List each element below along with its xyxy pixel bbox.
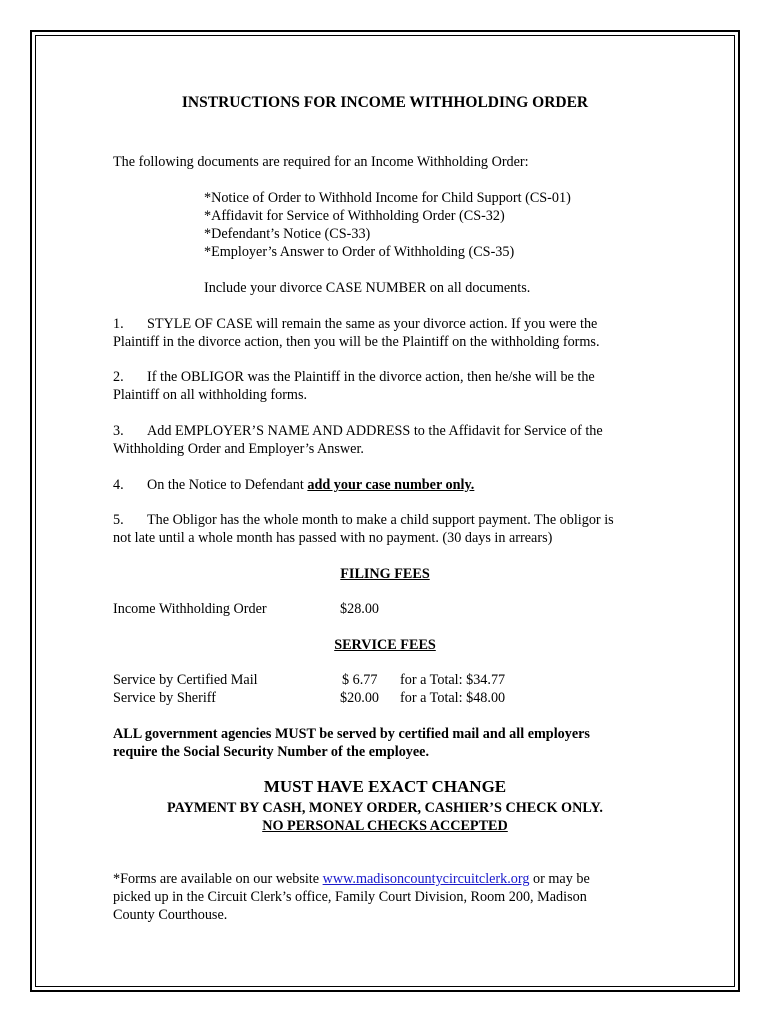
intro-text: The following documents are required for an Income Withholding Order: — [113, 154, 529, 170]
fee-label: Service by Certified Mail — [113, 672, 258, 688]
item-text: Plaintiff in the divorce action, then you will be the Plaintiff on the withholding forms. — [113, 334, 600, 350]
case-number-note: Include your divorce CASE NUMBER on all documents. — [204, 280, 531, 296]
no-checks-notice: NO PERSONAL CHECKS ACCEPTED — [262, 818, 508, 834]
item-text: not late until a whole month has passed with no payment. (30 days in arrears) — [113, 530, 553, 546]
item-text: Withholding Order and Employer’s Answer. — [113, 441, 364, 457]
required-doc: *Affidavit for Service of Withholding Order (CS-32) — [204, 208, 505, 224]
item-text: The Obligor has the whole month to make a child support payment. The obligor is — [147, 512, 614, 528]
document-title: INSTRUCTIONS FOR INCOME WITHHOLDING ORDER — [181, 94, 589, 111]
item-text: Plaintiff on all withholding forms. — [113, 387, 308, 403]
item-number: 1. — [113, 316, 124, 332]
government-note: ALL government agencies MUST be served by certified mail and all employers — [113, 726, 590, 742]
item-text: STYLE OF CASE will remain the same as your divorce action. If you were the — [147, 316, 598, 332]
government-note: require the Social Security Number of the employee. — [113, 744, 430, 760]
fee-label: Income Withholding Order — [113, 601, 267, 617]
fee-amount: $20.00 — [340, 690, 380, 706]
exact-change-notice: MUST HAVE EXACT CHANGE — [263, 777, 507, 796]
required-doc: *Defendant’s Notice (CS-33) — [204, 226, 371, 242]
item-number: 4. — [113, 477, 124, 493]
payment-methods: PAYMENT BY CASH, MONEY ORDER, CASHIER’S CHECK ONLY. — [167, 800, 603, 816]
item-text: If the OBLIGOR was the Plaintiff in the divorce action, then he/she will be the — [147, 369, 595, 385]
filing-fees-heading: FILING FEES — [340, 566, 430, 582]
fee-amount: $ 6.77 — [342, 672, 378, 688]
item-number: 2. — [113, 369, 124, 385]
fee-label: Service by Sheriff — [113, 690, 216, 706]
forms-note: picked up in the Circuit Clerk’s office, Family Court Division, Room 200, Madison — [113, 889, 587, 905]
forms-note — [113, 870, 590, 888]
case-number-emphasis: add your case number only. — [307, 477, 475, 493]
item-number: 5. — [113, 512, 124, 528]
fee-amount: $28.00 — [340, 601, 380, 617]
item-text-plain: On the Notice to Defendant — [147, 477, 308, 493]
required-doc: *Employer’s Answer to Order of Withholding (CS-35) — [204, 244, 515, 260]
fee-total: for a Total: $48.00 — [400, 690, 506, 706]
service-fees-heading: SERVICE FEES — [334, 637, 436, 653]
forms-note-text: *Forms are available on our website — [113, 871, 323, 887]
fee-total: for a Total: $34.77 — [400, 672, 506, 688]
required-doc: *Notice of Order to Withhold Income for Child Support (CS-01) — [204, 190, 571, 206]
forms-note-text: or may be — [529, 871, 590, 887]
item-text — [147, 476, 474, 494]
item-text: Add EMPLOYER’S NAME AND ADDRESS to the Affidavit for Service of the — [147, 423, 603, 439]
website-link[interactable]: www.madisoncountycircuitclerk.org — [322, 871, 530, 887]
forms-note: County Courthouse. — [113, 907, 228, 923]
item-number: 3. — [113, 423, 124, 439]
